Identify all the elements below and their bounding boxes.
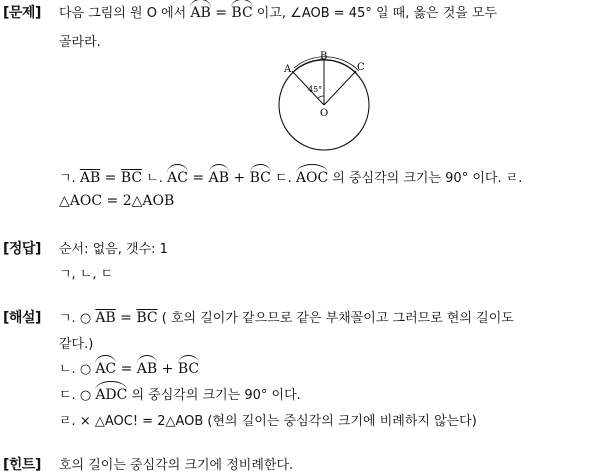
solution-d-marker: ㄷ. ○	[59, 388, 96, 403]
solution-n-line	[59, 358, 199, 377]
label-b: B	[320, 51, 328, 62]
solution-g-marker: ㄱ. ○	[59, 311, 96, 326]
choice-n-marker: ㄴ.	[142, 171, 168, 186]
solution-r-line: ㄹ. × △AOC! = 2△AOB (현의 길이는 중심각의 크기에 비례하지 않는다)	[59, 414, 477, 429]
segment-bc: $\overline{BC}$	[120, 170, 143, 186]
arc-bc: BC	[250, 167, 271, 186]
label-c: C	[357, 62, 365, 73]
arc-ac: AC	[167, 167, 188, 186]
label-angle: 45°	[308, 85, 323, 94]
label-o: O	[320, 108, 329, 119]
problem-choice-r: △AOC = 2△AOB	[59, 193, 175, 209]
angle-mark	[318, 96, 324, 98]
solution-label: [해설]	[3, 310, 41, 326]
solution-g-line	[59, 307, 514, 326]
equals-sign: =	[115, 310, 137, 326]
answer-line-2: ㄱ, ㄴ, ㄷ	[59, 267, 114, 282]
segment-bc: $\overline{BC}$	[136, 310, 158, 326]
answer-line-1: 순서: 없음, 갯수: 1	[59, 242, 168, 257]
label-a: A	[284, 64, 292, 75]
arc-bc: BC	[231, 2, 252, 21]
segment-ab: $\overline{AB}$	[79, 170, 101, 186]
equals-sign: =	[187, 170, 209, 186]
arc-ab: AB	[209, 167, 229, 186]
plus-sign: +	[228, 170, 250, 186]
answer-label: [정답]	[3, 241, 41, 257]
solution-d-text: 의 중심각의 크기는 90° 이다.	[127, 388, 301, 403]
problem-choices-line	[59, 167, 522, 186]
arc-aoc: AOC	[296, 167, 328, 186]
segment-ab: $\overline{AB}$	[95, 310, 116, 326]
problem-text-end: 이고, ∠AOB = 45° 일 때, 옳은 것을 모두	[252, 6, 498, 21]
problem-line-1	[59, 2, 497, 21]
equals-sign: =	[116, 361, 137, 377]
arc-ab: AB	[137, 358, 157, 377]
choice-d-text: 의 중심각의 크기는 90° 이다. ㄹ.	[328, 171, 523, 186]
plus-sign: +	[157, 361, 178, 377]
arc-adc: ADC	[95, 384, 127, 403]
problem-line-2: 골라라.	[59, 35, 101, 50]
choice-d-marker: ㄷ.	[270, 171, 296, 186]
problem-label: [문제]	[3, 5, 41, 21]
arc-ac: AC	[95, 358, 116, 377]
hint-label: [힌트]	[3, 457, 41, 473]
problem-text: 다음 그림의 원 O 에서	[59, 6, 191, 21]
choice-g-marker: ㄱ.	[59, 171, 80, 186]
circle-figure	[270, 50, 390, 160]
arc-bc: BC	[178, 358, 199, 377]
solution-d-line	[59, 384, 301, 403]
equals-sign: =	[210, 5, 232, 21]
solution-g-text: ( 호의 길이가 같으므로 같은 부채꼴이고 그러므로 현의 길이도	[157, 311, 514, 326]
equals-sign: =	[100, 170, 121, 186]
solution-g-continued: 같다.)	[59, 337, 94, 352]
arc-ab: AB	[190, 2, 210, 21]
hint-text: 호의 길이는 중심각의 크기에 정비례한다.	[59, 458, 294, 473]
radius-oc	[324, 71, 356, 105]
solution-n-marker: ㄴ. ○	[59, 362, 96, 377]
